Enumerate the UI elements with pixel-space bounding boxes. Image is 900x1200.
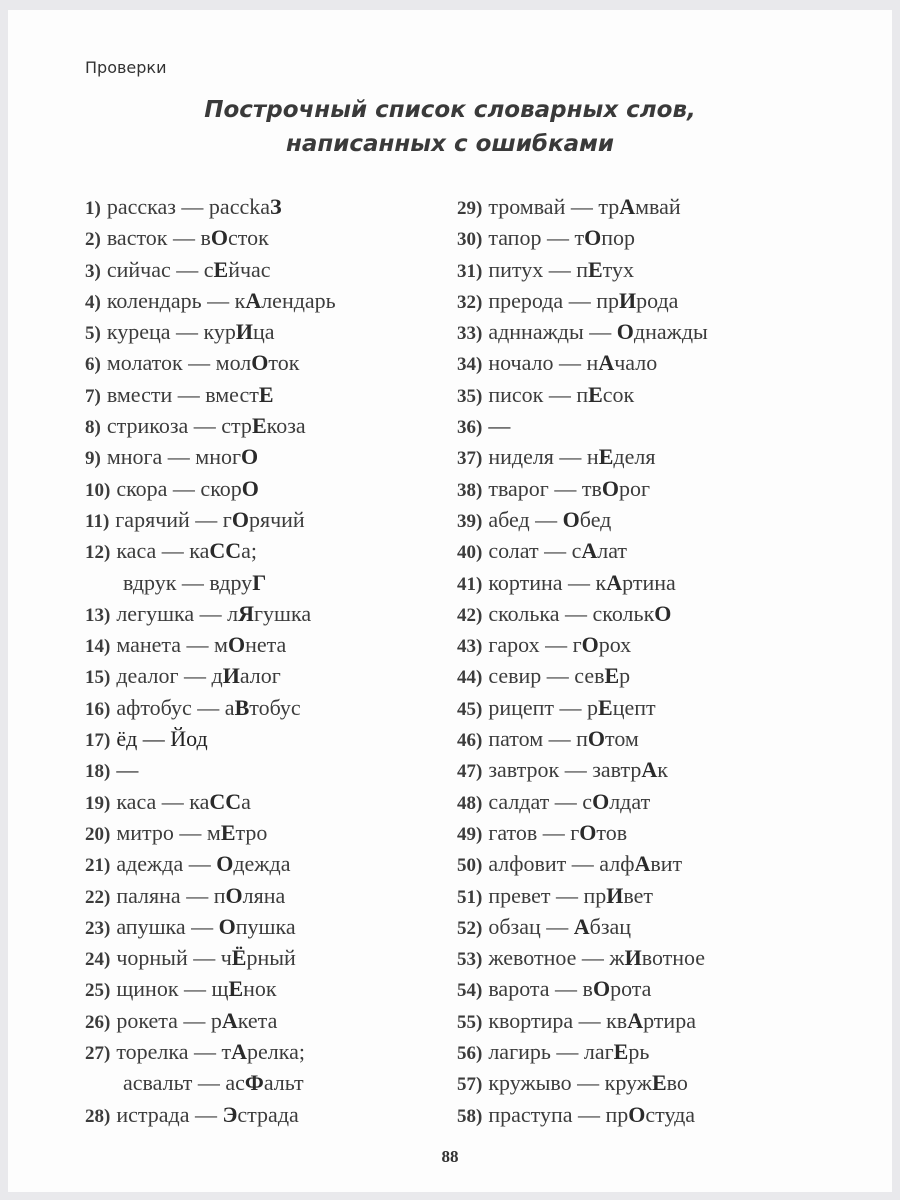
word-pair: солат — сАлат: [488, 538, 628, 564]
list-item: [85, 629, 336, 660]
word-pair: щинок — щЕнок: [116, 976, 277, 1002]
item-number: 3): [85, 260, 101, 282]
item-number: 33): [457, 323, 483, 345]
list-item: [85, 660, 336, 691]
item-number: 4): [85, 291, 101, 313]
item-number: 43): [457, 636, 483, 658]
item-number: 40): [457, 542, 483, 564]
item-number: 5): [85, 323, 101, 345]
word-pair: афтобус — аВтобус: [116, 694, 301, 720]
word-pair: торелка — тАрелка;: [116, 1039, 306, 1065]
item-number: 47): [457, 761, 483, 783]
word-pair: питух — пЕтух: [488, 256, 634, 282]
item-number: 48): [457, 792, 483, 814]
item-number: 10): [85, 479, 111, 501]
word-pair: лагирь — лагЕрь: [488, 1039, 650, 1065]
item-number: 18): [85, 761, 111, 783]
list-item: [457, 723, 708, 754]
word-pair: молаток — молОток: [106, 350, 300, 376]
word-pair: писок — пЕсок: [488, 381, 635, 407]
item-number: 31): [457, 260, 483, 282]
item-number: 45): [457, 698, 483, 720]
list-item: [85, 347, 336, 378]
word-pair: севир — севЕр: [488, 663, 631, 689]
item-number: 44): [457, 667, 483, 689]
list-item: [85, 786, 336, 817]
item-number: 26): [85, 1011, 111, 1033]
word-pair: колендарь — кАлендарь: [106, 287, 336, 313]
word-pair: гарох — гОрох: [488, 632, 632, 658]
list-item: [85, 817, 336, 848]
list-item: [457, 441, 708, 472]
item-number: 51): [457, 886, 483, 908]
word-pair: кружыво — кружЕво: [488, 1070, 688, 1096]
item-number: 16): [85, 698, 111, 720]
word-pair: тапор — тОпор: [488, 225, 635, 251]
item-number: 6): [85, 354, 101, 376]
item-number: 12): [85, 542, 111, 564]
list-item: [85, 473, 336, 504]
item-number: 17): [85, 730, 111, 752]
list-item: [457, 660, 708, 691]
list-item: [85, 254, 336, 285]
list-item: [457, 942, 708, 973]
list-item: [85, 410, 336, 441]
list-item: [457, 848, 708, 879]
list-item: [457, 692, 708, 723]
item-number: 49): [457, 823, 483, 845]
list-item: [85, 1005, 336, 1036]
word-pair: кортина — кАртина: [488, 569, 676, 595]
word-pair: гатов — гОтов: [488, 819, 628, 845]
list-item: [457, 347, 708, 378]
word-pair: обзац — Абзац: [488, 913, 632, 939]
word-pair: рассказ — рассkаЗ: [106, 194, 282, 219]
item-number: 32): [457, 291, 483, 313]
item-number: 36): [457, 417, 483, 439]
item-number: 24): [85, 949, 111, 971]
list-item: [85, 316, 336, 347]
list-item-continuation: [85, 567, 336, 598]
item-number: 39): [457, 510, 483, 532]
word-pair: ёд — Йод: [116, 726, 208, 752]
word-list-right: [457, 191, 708, 1130]
list-item: [457, 786, 708, 817]
item-number: 23): [85, 917, 111, 939]
item-number: 1): [85, 198, 101, 219]
item-number: 27): [85, 1043, 111, 1065]
list-item: [457, 629, 708, 660]
item-number: 57): [457, 1074, 483, 1096]
item-number: 37): [457, 448, 483, 470]
list-item: [85, 285, 336, 316]
item-number: 22): [85, 886, 111, 908]
list-item: [457, 817, 708, 848]
item-number: 13): [85, 604, 111, 626]
word-pair: ниделя — нЕделя: [488, 444, 656, 470]
item-number: 54): [457, 980, 483, 1002]
list-item: [85, 222, 336, 253]
item-number: 20): [85, 823, 111, 845]
word-pair: сийчас — сЕйчас: [106, 256, 271, 282]
list-item: [457, 285, 708, 316]
word-pair: праступа — прОстуда: [488, 1101, 696, 1127]
list-item: [85, 535, 336, 566]
word-pair: скора — скорО: [116, 475, 259, 501]
list-item: [85, 379, 336, 410]
word-pair: тварог — твОрог: [488, 475, 650, 501]
item-number: 46): [457, 730, 483, 752]
item-number: 53): [457, 949, 483, 971]
page-title: [0, 93, 900, 161]
word-pair: рокета — рАкета: [116, 1007, 278, 1033]
word-pair: вдрук — вдруГ: [123, 569, 267, 595]
word-pair: прерода — прИрода: [488, 287, 679, 313]
item-number: 50): [457, 855, 483, 877]
item-number: 19): [85, 792, 111, 814]
word-pair: тромвай — трАмвай: [488, 194, 681, 219]
word-pair: апушка — Опушка: [116, 913, 296, 939]
word-pair: патом — пОтом: [488, 726, 639, 752]
word-pair: рицепт — рЕцепт: [488, 694, 656, 720]
item-number: 7): [85, 385, 101, 407]
list-item: [85, 723, 336, 754]
title-line-1: Построчный список словарных слов,: [204, 97, 696, 123]
list-item: [85, 880, 336, 911]
word-pair: сколька — сколькО: [488, 600, 672, 626]
list-item: [85, 598, 336, 629]
item-number: 14): [85, 636, 111, 658]
word-pair: завтрок — завтрАк: [488, 757, 668, 783]
word-pair: ночало — нАчало: [488, 350, 658, 376]
title-line-2: написанных с ошибками: [285, 131, 615, 157]
word-pair: салдат — сОлдат: [488, 788, 651, 814]
item-number: 34): [457, 354, 483, 376]
word-pair: —: [116, 757, 139, 783]
list-item: [85, 1036, 336, 1067]
list-item: [457, 1099, 708, 1130]
list-item: [457, 567, 708, 598]
list-item: [457, 973, 708, 1004]
list-item: [85, 973, 336, 1004]
word-pair: митро — мЕтро: [116, 819, 268, 845]
item-number: 11): [85, 510, 110, 532]
item-number: 21): [85, 855, 111, 877]
item-number: 28): [85, 1105, 111, 1127]
list-item: [457, 504, 708, 535]
list-item: [85, 911, 336, 942]
word-pair: васток — вОсток: [106, 225, 269, 251]
list-item: [457, 1036, 708, 1067]
word-pair: каса — каССа: [116, 788, 251, 814]
word-pair: превет — прИвет: [488, 882, 654, 908]
list-item-continuation: [85, 1067, 336, 1098]
item-number: 2): [85, 229, 101, 251]
item-number: 58): [457, 1105, 483, 1127]
item-number: 38): [457, 479, 483, 501]
item-number: 42): [457, 604, 483, 626]
word-pair: чорный — чЁрный: [116, 945, 296, 971]
list-item: [457, 316, 708, 347]
list-item: [85, 754, 336, 785]
list-item: [457, 535, 708, 566]
list-item: [457, 598, 708, 629]
list-item: [457, 254, 708, 285]
list-item: [457, 1005, 708, 1036]
item-number: 29): [457, 198, 483, 219]
list-item: [457, 222, 708, 253]
word-pair: каса — каССа;: [116, 538, 258, 564]
word-pair: асвальт — асФальт: [123, 1070, 304, 1096]
item-number: 55): [457, 1011, 483, 1033]
item-number: 35): [457, 385, 483, 407]
list-item: [85, 191, 336, 222]
word-list-left: [85, 191, 336, 1130]
word-pair: адежда — Одежда: [116, 851, 291, 877]
list-item: [457, 911, 708, 942]
list-item: [457, 880, 708, 911]
list-item: [457, 754, 708, 785]
list-item: [85, 1099, 336, 1130]
word-pair: адннажды — Однажды: [488, 319, 708, 345]
item-number: 15): [85, 667, 111, 689]
item-number: 9): [85, 448, 101, 470]
list-item: [457, 191, 708, 222]
list-item: [457, 1067, 708, 1098]
word-pair: куреца — курИца: [106, 319, 275, 345]
word-pair: квортира — квАртира: [488, 1007, 696, 1033]
word-pair: жевотное — жИвотное: [488, 945, 706, 971]
word-pair: гарячий — гОрячий: [115, 506, 305, 532]
word-pair: алфовит — алфАвит: [488, 851, 683, 877]
item-number: 30): [457, 229, 483, 251]
word-pair: стрикоза — стрЕкоза: [106, 413, 306, 439]
list-item: [85, 848, 336, 879]
item-number: 8): [85, 417, 101, 439]
word-pair: истрада — Эстрада: [116, 1101, 299, 1127]
word-pair: паляна — пОляна: [116, 882, 286, 908]
item-number: 41): [457, 573, 483, 595]
item-number: 52): [457, 917, 483, 939]
word-pair: многа — многО: [106, 444, 259, 470]
word-pair: легушка — лЯгушка: [116, 600, 312, 626]
word-pair: абед — Обед: [488, 506, 612, 532]
word-pair: манета — мОнета: [116, 632, 287, 658]
list-item: [457, 410, 708, 441]
word-pair: вмести — вместЕ: [106, 381, 274, 407]
item-number: 25): [85, 980, 111, 1002]
section-header: Проверки: [85, 58, 167, 77]
list-item: [85, 504, 336, 535]
list-item: [457, 473, 708, 504]
word-pair: —: [488, 413, 511, 439]
item-number: 56): [457, 1043, 483, 1065]
word-pair: деалог — дИалог: [116, 663, 281, 689]
list-item: [85, 942, 336, 973]
word-pair: варота — вОрота: [488, 976, 652, 1002]
page-number: 88: [441, 1147, 459, 1166]
list-item: [85, 441, 336, 472]
list-item: [85, 692, 336, 723]
list-item: [457, 379, 708, 410]
